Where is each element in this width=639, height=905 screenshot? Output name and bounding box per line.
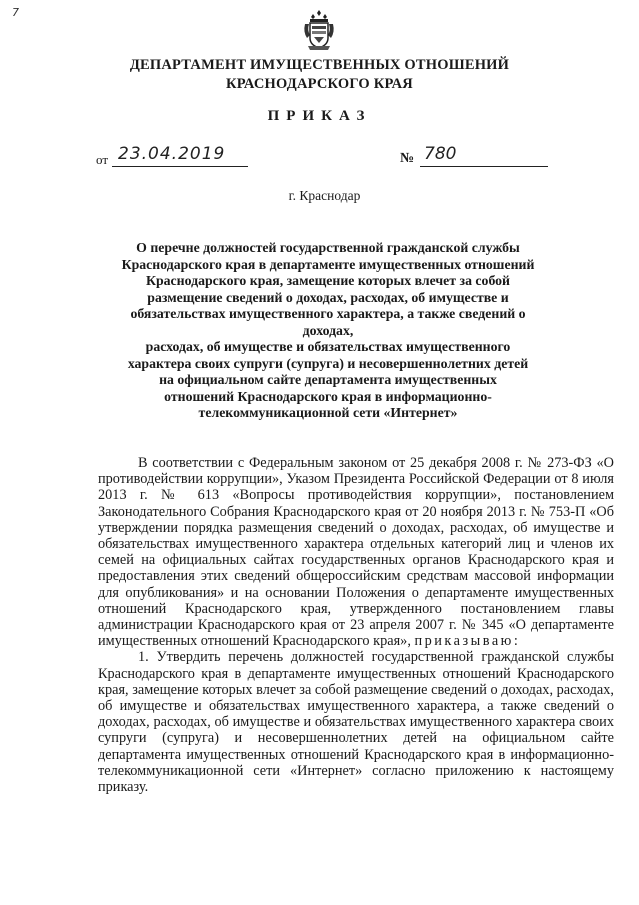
title-line: обязательствах имущественного характера, а также сведений о доходах, — [130, 306, 526, 338]
handwritten-number: 780 — [424, 144, 457, 164]
clause-1-paragraph: 1. Утвердить перечень должностей государственной гражданской службы Краснодарского края в департаменте имущественных отношений Краснодарского края, замещение которых влечет за собой размещение сведений о доходах, расходах, об имуществе и обязательствах имущественного характера, а также сведений о доходах, расходах, об имуществе и обязательствах имущественного характера своих супруги (супруга) и несовершеннолетних детей на официальном сайте департамента имущественных отношений Краснодарского края в информационно-телекоммуникационной сети «Интернет» согласно приложению к настоящему приказу. — [98, 649, 614, 796]
title-line: характера своих супруги (супруга) и несовершеннолетних детей — [127, 355, 529, 371]
title-line: расходах, об имуществе и обязательствах имущественного — [145, 339, 511, 354]
title-line: телекоммуникационной сети «Интернет» — [198, 405, 458, 420]
date-underline — [112, 166, 248, 167]
number-label: № — [400, 151, 415, 166]
title-line: Краснодарского края в департаменте имущественных отношений — [121, 256, 535, 272]
preamble-paragraph — [98, 455, 614, 649]
handwritten-date: 23.04.2019 — [118, 144, 226, 164]
number-underline — [420, 166, 548, 167]
order-title — [110, 240, 546, 422]
order-body — [98, 455, 614, 795]
date-number-row — [0, 144, 639, 170]
title-line: на официальном сайте департамента имущественных — [159, 372, 497, 387]
preamble-text: В соответствии с Федеральным законом от 25 декабря 2008 г. № 273-ФЗ «О противодействии коррупции», Указом Президента Российской Федерации от 8 июля 2013 г. № 613 «Вопросы противодействия коррупции», постановлением Законодательного Собрания Краснодарского края от 20 ноября 2013 г. № 753-П «Об утверждении порядка размещения сведений о доходах, расходах, об имуществе и обязательствах имущественного характера отдельных категорий лиц и членов их семей на официальных сайтах государственных органов Краснодарского края и предоставления этих сведений общероссийским средствам массовой информации для опубликования» и на основании Положения о департаменте имущественных отношений Краснодарского края, утвержденного постановлением главы администрации Краснодарского края от 23 апреля 2007 г. № 345 «О департаменте имущественных отношений Краснодарского края», — [98, 455, 614, 650]
title-line: О перечне должностей государственной гражданской службы — [136, 240, 520, 255]
title-line: отношений Краснодарского края в информационно- — [164, 388, 492, 404]
date-label: от — [96, 152, 109, 167]
title-line: размещение сведений о доходах, расходах, об имуществе и — [147, 289, 509, 305]
document-type-heading: ПРИКАЗ — [267, 108, 372, 124]
title-line: Краснодарского края, замещение которых влечет за собой — [145, 273, 511, 288]
department-name — [60, 56, 579, 94]
coat-of-arms-icon — [302, 8, 336, 52]
city-name: г. Краснодар — [288, 188, 361, 203]
department-line-1: ДЕПАРТАМЕНТ ИМУЩЕСТВЕННЫХ ОТНОШЕНИЙ — [129, 57, 510, 73]
department-line-2: КРАСНОДАРСКОГО КРАЯ — [226, 76, 413, 92]
order-word: приказываю: — [414, 633, 521, 650]
page-corner-mark: 7 — [12, 6, 19, 19]
